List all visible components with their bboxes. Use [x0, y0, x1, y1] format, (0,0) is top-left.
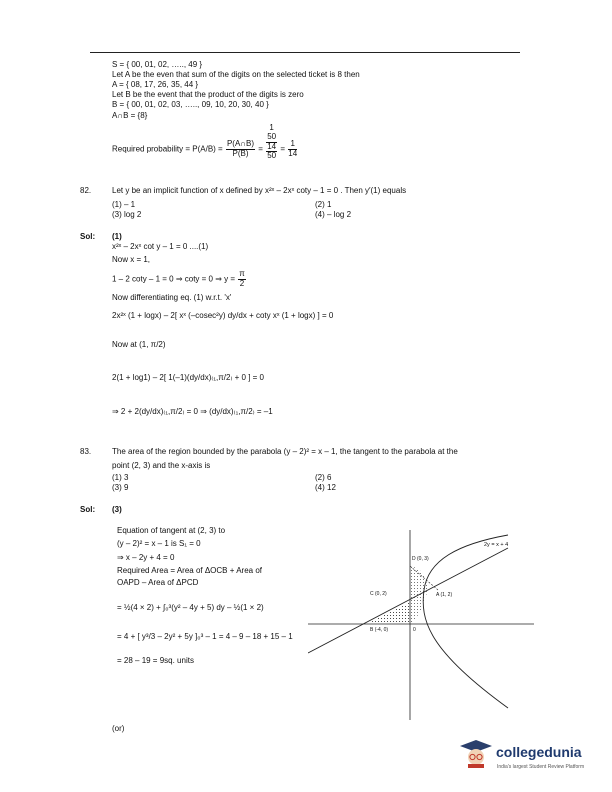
solution-label: Sol:: [80, 505, 96, 514]
text-line: Equation of tangent at (2, 3) to: [117, 526, 226, 535]
equation: (y – 2)² = x – 1 is S₁ = 0: [117, 539, 201, 548]
question-number: 83.: [80, 447, 92, 456]
question-text: point (2, 3) and the x-axis is: [112, 461, 211, 470]
equation: = ½(4 × 2) + ∫₀³(y² – 4y + 5) dy – ½(1 × 2): [117, 603, 264, 612]
text-line: A∩B = {8}: [112, 111, 148, 120]
prob-label: Required probability = P(A/B) =: [112, 144, 223, 154]
text-line: S = { 00, 01, 02, ….., 49 }: [112, 60, 203, 69]
parabola-graph: [308, 530, 534, 720]
text-line: Let A be the even that sum of the digits on the selected ticket is 8 then: [112, 70, 360, 79]
point-A-label: A (1, 2): [436, 592, 453, 598]
option: (1) 3: [112, 473, 129, 482]
question-text: Let y be an implicit function of x defined by x²ˣ – 2xˣ coty – 1 = 0 . Then y′(1) equals: [112, 186, 407, 195]
tangent-label: 2y = x + 4: [484, 542, 509, 548]
solution-answer: (3): [112, 505, 122, 514]
frac-num: 1: [288, 140, 297, 150]
solution-answer: (1): [112, 232, 122, 241]
parabola-curve: [423, 535, 508, 708]
point-C-label: C (0, 2): [370, 591, 387, 597]
frac-den: 2: [239, 278, 245, 288]
option: (3) 9: [112, 483, 129, 492]
text-line: Let B be the event that the product of the digits is zero: [112, 90, 304, 99]
option: (2) 6: [315, 473, 332, 482]
frac-bot: 50: [267, 151, 277, 161]
text-line: B = { 00, 01, 02, 03, ….., 09, 10, 20, 30, 40 }: [112, 100, 269, 109]
brand-tagline: India's largest Student Review Platform: [497, 764, 585, 770]
option: (3) log 2: [112, 210, 142, 219]
equation: ⇒ 2 + 2(dy/dx)₍₁,π/2₎ = 0 ⇒ (dy/dx)₍₁,π/2₎ = –1: [112, 407, 273, 416]
text-line: Required Area = Area of ΔOCB + Area of: [117, 566, 262, 575]
origin-label: 0: [413, 627, 416, 633]
frac-mid: 14: [267, 141, 277, 151]
equation: 2(1 + log1) – 2[ 1(–1)(dy/dx)₍₁,π/2₎ + 0 ] = 0: [112, 373, 265, 382]
option: (4) 12: [315, 483, 336, 492]
frac-den: 14: [288, 149, 298, 159]
frac-den: P(B): [232, 149, 249, 159]
step-text: 1 – 2 coty – 1 = 0 ⇒ coty = 0 ⇒ y =: [112, 274, 236, 284]
equation: = 28 – 19 = 9sq. units: [117, 656, 194, 665]
text-line: OAPD – Area of ΔPCD: [117, 578, 199, 587]
equation: 2x²ˣ (1 + logx) – 2[ xˣ (–cosec²y) dy/dx + coty xˣ (1 + logx) ] = 0: [112, 311, 334, 320]
point-B-label: B (-4, 0): [370, 627, 389, 633]
text-line: Now at (1, π/2): [112, 340, 166, 349]
brand-name: collegedunia: [496, 744, 582, 760]
frac-num: π: [239, 269, 245, 278]
text-line: Now differentiating eq. (1) w.r.t. 'x': [112, 293, 232, 302]
option: (1) – 1: [112, 200, 136, 209]
frac-top: 1: [269, 123, 274, 132]
fraction: [226, 140, 255, 159]
solution-label: Sol:: [80, 232, 96, 241]
text-line: A = { 08, 17, 26, 35, 44 }: [112, 80, 199, 89]
tangent-line: [308, 548, 508, 653]
question-text: The area of the region bounded by the parabola (y – 2)² = x – 1, the tangent to the parabola at the: [112, 447, 458, 456]
point-D-label: D (0, 3): [412, 556, 429, 562]
equation: x²ˣ – 2xˣ cot y – 1 = 0 ....(1): [112, 242, 209, 251]
option: (2) 1: [315, 200, 332, 209]
equation: [112, 270, 247, 289]
question-number: 82.: [80, 186, 92, 195]
frac-mid: 50: [267, 131, 277, 141]
equation: ⇒ x – 2y + 4 = 0: [117, 553, 175, 562]
text-line: (or): [112, 724, 125, 733]
fraction-compound: [266, 124, 277, 161]
equation: = 4 + [ y³/3 – 2y² + 5y ]₀³ – 1 = 4 – 9 – 18 + 15 – 1: [117, 632, 293, 641]
fraction: [238, 270, 246, 289]
frac-num: P(A∩B): [226, 139, 255, 149]
text-line: Now x = 1,: [112, 255, 151, 264]
header-rule: [90, 52, 520, 53]
graduate-icon: [458, 738, 494, 768]
probability-formula: Required probability = P(A/B) = $\frac{P(A\cap B)}{P(B)}$ = 1 50 14 50 = $\frac{1}{14}$: [112, 123, 298, 161]
shaded-triangle: [366, 602, 410, 624]
fraction: [288, 140, 297, 159]
option: (4) – log 2: [315, 210, 352, 219]
